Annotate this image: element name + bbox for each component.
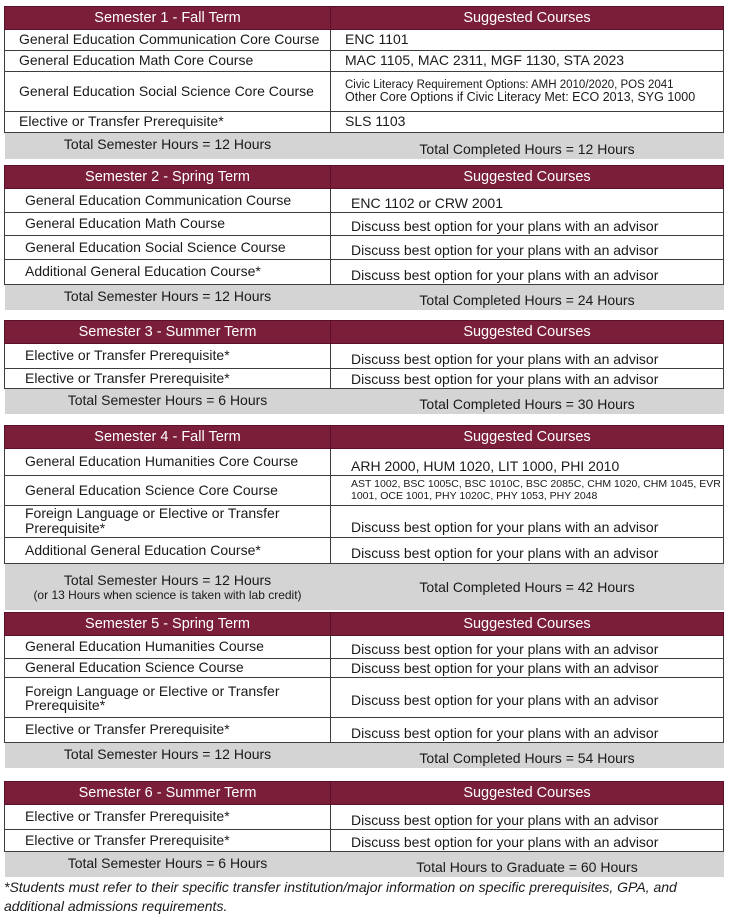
totals-row (5, 389, 724, 414)
course-category: General Education Math Core Course (5, 51, 331, 72)
total-semester-hours (5, 563, 331, 610)
totals-row (5, 743, 724, 768)
suggested-course: Discuss best option for your plans with an advisor (331, 636, 724, 659)
semester-3-table (4, 320, 723, 414)
suggested-course: ENC 1102 or CRW 2001 (331, 189, 724, 213)
table-row (5, 51, 724, 72)
table-row (5, 449, 724, 476)
suggested-course (331, 72, 724, 112)
science-course-options: AST 1002, BSC 1005C, BSC 1010C, BSC 2085C, CHM 1020, CHM 1045, EVR 1001, OCE 1001, PHY 1020C, PHY 1053, PHY 2048 (351, 478, 721, 502)
semester-4-table (4, 425, 723, 610)
semester-6-table (4, 781, 723, 877)
course-category: General Education Science Core Course (5, 476, 331, 506)
suggested-courses-header: Suggested Courses (331, 613, 724, 636)
table-row (5, 72, 724, 112)
other-core-options: Other Core Options if Civic Literacy Met: ECO 2013, SYG 1000 (345, 89, 696, 104)
suggested-course: Discuss best option for your plans with an advisor (331, 236, 724, 260)
total-semester-hours: Total Semester Hours = 12 Hours (5, 285, 331, 310)
totals-row (5, 133, 724, 159)
total-semester-hours-value: Total Semester Hours = 12 Hours (63, 572, 272, 589)
semester-5-table (4, 612, 723, 768)
semester-title: Semester 1 - Fall Term (5, 7, 331, 30)
total-semester-hours: Total Semester Hours = 12 Hours (5, 133, 331, 159)
total-completed-hours: Total Completed Hours = 54 Hours (331, 743, 724, 768)
suggested-course: Discuss best option for your plans with an advisor (331, 830, 724, 852)
course-category: Foreign Language or Elective or Transfer Prerequisite* (5, 506, 331, 538)
semester-title: Semester 3 - Summer Term (5, 321, 331, 344)
suggested-course: Discuss best option for your plans with an advisor (331, 260, 724, 285)
semester-title: Semester 6 - Summer Term (5, 782, 331, 805)
table-row (5, 213, 724, 236)
total-semester-hours: Total Semester Hours = 12 Hours (5, 743, 331, 768)
total-semester-hours: Total Semester Hours = 6 Hours (5, 389, 331, 414)
table-row (5, 830, 724, 852)
suggested-courses-header: Suggested Courses (331, 426, 724, 449)
totals-row (5, 852, 724, 877)
course-category: General Education Humanities Core Course (5, 449, 331, 476)
totals-row (5, 563, 724, 610)
suggested-course: SLS 1103 (331, 112, 724, 133)
course-category: General Education Communication Course (5, 189, 331, 213)
course-category: General Education Social Science Course (5, 236, 331, 260)
table-row (5, 344, 724, 369)
suggested-course (331, 476, 724, 506)
suggested-course: MAC 1105, MAC 2311, MGF 1130, STA 2023 (331, 51, 724, 72)
suggested-course: Discuss best option for your plans with an advisor (331, 537, 724, 563)
course-category: Elective or Transfer Prerequisite* (5, 344, 331, 369)
suggested-course: Discuss best option for your plans with an advisor (331, 369, 724, 389)
total-completed-hours: Total Completed Hours = 24 Hours (331, 285, 724, 310)
suggested-course: Discuss best option for your plans with an advisor (331, 805, 724, 830)
course-category: Additional General Education Course* (5, 260, 331, 285)
civic-literacy-options: Civic Literacy Requirement Options: AMH 2010/2020, POS 2041 (345, 78, 674, 91)
table-row (5, 476, 724, 506)
total-semester-hours: Total Semester Hours = 6 Hours (5, 852, 331, 877)
suggested-course: Discuss best option for your plans with an advisor (331, 718, 724, 743)
course-category: General Education Math Course (5, 213, 331, 236)
table-row (5, 236, 724, 260)
course-category: Elective or Transfer Prerequisite* (5, 830, 331, 852)
semester-title: Semester 4 - Fall Term (5, 426, 331, 449)
course-category: General Education Science Course (5, 659, 331, 678)
course-category: Additional General Education Course* (5, 537, 331, 563)
table-row (5, 260, 724, 285)
table-row (5, 112, 724, 133)
table-row (5, 718, 724, 743)
course-category: General Education Communication Core Course (5, 30, 331, 51)
suggested-courses-header: Suggested Courses (331, 7, 724, 30)
suggested-course: ENC 1101 (331, 30, 724, 51)
table-row (5, 369, 724, 389)
course-category: Elective or Transfer Prerequisite* (5, 112, 331, 133)
semester-1-table (4, 6, 723, 159)
course-category: Elective or Transfer Prerequisite* (5, 718, 331, 743)
semester-title: Semester 5 - Spring Term (5, 613, 331, 636)
total-completed-hours: Total Completed Hours = 42 Hours (331, 563, 724, 610)
suggested-courses-header: Suggested Courses (331, 782, 724, 805)
total-hours-to-graduate: Total Hours to Graduate = 60 Hours (331, 852, 724, 877)
semester-title: Semester 2 - Spring Term (5, 166, 331, 189)
course-category: Foreign Language or Elective or Transfer Prerequisite* (5, 678, 331, 718)
suggested-course: ARH 2000, HUM 1020, LIT 1000, PHI 2010 (331, 449, 724, 476)
suggested-courses-header: Suggested Courses (331, 166, 724, 189)
total-completed-hours: Total Completed Hours = 12 Hours (331, 133, 724, 159)
course-category: General Education Social Science Core Course (5, 72, 331, 112)
suggested-course: Discuss best option for your plans with an advisor (331, 506, 724, 538)
table-row (5, 189, 724, 213)
table-row (5, 678, 724, 718)
suggested-course: Discuss best option for your plans with an advisor (331, 344, 724, 369)
course-category: General Education Humanities Course (5, 636, 331, 659)
table-row (5, 506, 724, 538)
table-row (5, 636, 724, 659)
totals-row (5, 285, 724, 310)
footnote: *Students must refer to their specific transfer institution/major information on specific prerequisites, GPA, and additional admissions requirements. (4, 879, 677, 914)
suggested-courses-header: Suggested Courses (331, 321, 724, 344)
suggested-course: Discuss best option for your plans with an advisor (331, 659, 724, 678)
suggested-course: Discuss best option for your plans with an advisor (331, 213, 724, 236)
table-row (5, 805, 724, 830)
course-category: Elective or Transfer Prerequisite* (5, 805, 331, 830)
table-row (5, 659, 724, 678)
course-category: Elective or Transfer Prerequisite* (5, 369, 331, 389)
table-row (5, 537, 724, 563)
total-completed-hours: Total Completed Hours = 30 Hours (331, 389, 724, 414)
suggested-course: Discuss best option for your plans with an advisor (331, 678, 724, 718)
table-row (5, 30, 724, 51)
semester-2-table (4, 165, 723, 310)
lab-credit-note: (or 13 Hours when science is taken with lab credit) (33, 588, 302, 603)
